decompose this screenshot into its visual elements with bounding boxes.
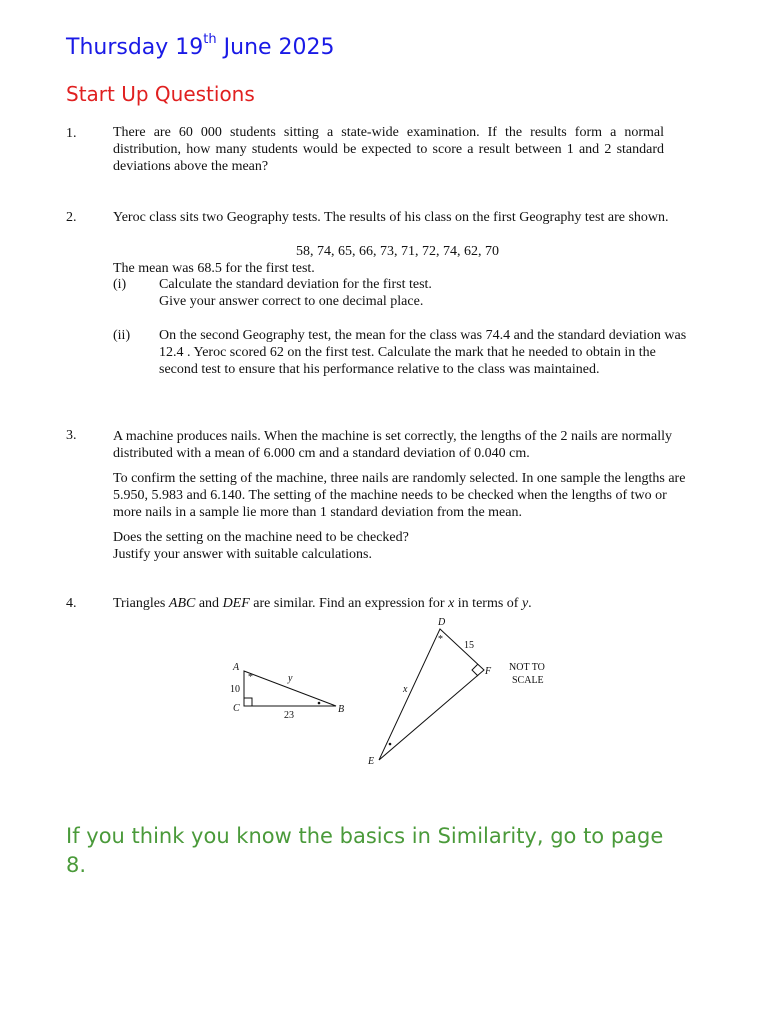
question-3-para3-line1: Does the setting on the machine need to be checked? [113,530,409,545]
label-f: F [485,666,492,677]
not-to-scale-line2: SCALE [512,675,544,686]
question-1-text: There are 60 000 students sitting a state-wide examination. If the results form a normal distribution, how many students would be expected to score a result between 1 and 2 standard deviations above the mean? [113,125,664,174]
side-ab-label: y [288,673,293,684]
question-2-data: 58, 74, 65, 66, 73, 71, 72, 74, 62, 70 [296,244,499,259]
question-1-number: 1. [66,126,77,141]
footer-note: If you think you know the basics in Similarity, go to page 8. [66,824,664,877]
angle-mark-a: * [248,672,253,683]
angle-mark-e [389,743,392,746]
right-angle-mark-c [244,698,252,706]
question-2-part-ii-text: On the second Geography test, the mean for the class was 74.4 and the standard deviation was 12.4 . Yeroc scored 62 on the first test. Calculate the mark that he needed to obtain in the second test to ensure that his performance relative to the class was maintained. [159,328,687,377]
question-2-intro: Yeroc class sits two Geography tests. The results of his class on the first Geography test are shown. [113,210,669,225]
not-to-scale-line1: NOT TO [509,662,545,673]
label-d: D [438,617,446,628]
question-2-mean: The mean was 68.5 for the first test. [113,261,315,276]
side-cb-length: 23 [284,710,294,721]
question-3-number: 3. [66,428,77,443]
side-ac-length: 10 [230,684,240,695]
label-b: B [338,704,345,715]
question-3-para2: To confirm the setting of the machine, three nails are randomly selected. In one sample the lengths are 5.950, 5.983 and 6.140. The setting of the machine needs to be checked when the lengths of two or more nails in a sample lie more than 1 standard deviation from the mean. [113,471,686,520]
angle-mark-d: * [438,634,443,645]
question-2-part-ii-label: (ii) [113,328,131,343]
label-c: C [233,703,240,714]
question-4-text: Triangles ABC and DEF are similar. Find an expression for x in terms of y. [113,596,532,611]
side-de-label: x [403,684,408,695]
question-3-para3-line2: Justify your answer with suitable calculations. [113,547,372,562]
date-heading: Thursday 19th June 2025 [66,31,335,60]
question-4-number: 4. [66,596,77,611]
question-3-para1: A machine produces nails. When the machine is set correctly, the lengths of the 2 nails are normally distributed with a mean of 6.000 cm and a standard deviation of 0.040 cm. [113,429,673,461]
question-2-part-i-line2: Give your answer correct to one decimal place. [159,294,424,309]
question-2-part-i-label: (i) [113,277,127,292]
question-2-part-i-line1: Calculate the standard deviation for the first test. [159,277,432,292]
label-a: A [233,662,240,673]
right-angle-mark-f [472,664,478,676]
side-df-length: 15 [464,640,474,651]
question-2-number: 2. [66,210,77,225]
section-title: Start Up Questions [66,82,255,106]
label-e: E [368,756,375,767]
angle-mark-b [318,702,321,705]
